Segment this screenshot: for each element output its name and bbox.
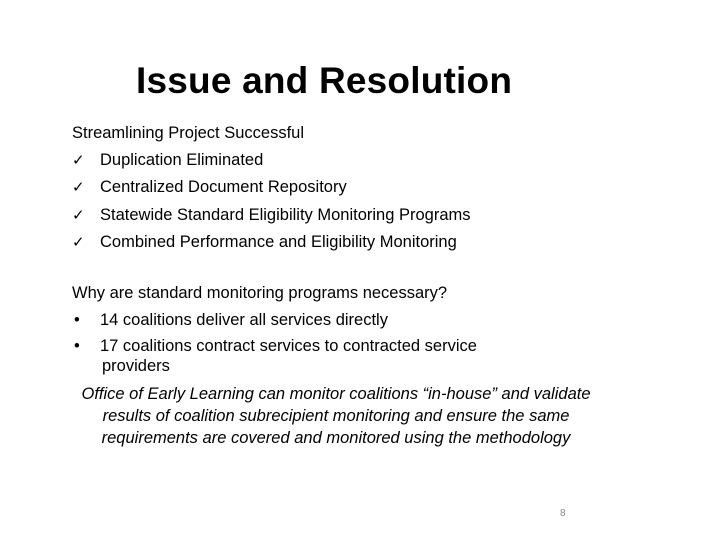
checklist-item-text: Duplication Eliminated [100,150,264,169]
monitoring-question [72,280,477,307]
slide-title: Issue and Resolution [136,60,513,101]
checklist-heading [72,120,471,147]
page-number: 8 [560,508,566,519]
bullet-continuation: providers [102,356,170,375]
bullet-item-text: 14 coalitions deliver all services directly [100,310,388,329]
checklist-item-text: Statewide Standard Eligibility Monitoring Programs [100,205,471,224]
checklist-item [72,147,471,175]
checklist-item [72,174,471,202]
bullet-item [72,307,477,334]
checklist-item [72,229,471,257]
checkmark-icon: ✓ [72,234,85,251]
checklist-heading-text: Streamlining Project Successful [72,124,305,142]
bullet-item-text: 17 coalitions contract services to contracted service [100,337,477,355]
checklist-item [72,202,471,230]
bullet-icon: • [74,310,80,329]
bullet-icon: • [74,337,80,355]
checkmark-icon: ✓ [72,151,85,169]
checkmark-icon: ✓ [72,206,85,224]
checklist-section [72,120,471,257]
monitoring-question-text: Why are standard monitoring programs necessary? [72,284,448,302]
checklist-item-text: Centralized Document Repository [100,178,347,196]
checkmark-icon: ✓ [72,179,85,196]
italic-note: Office of Early Learning can monitor coalitions “in-house” and validate results of coalition subrecipient monitoring and ensure the same requirements are covered and monitored using the methodology [81,385,591,447]
monitoring-section [72,280,477,376]
checklist-item-text: Combined Performance and Eligibility Monitoring [100,233,457,251]
